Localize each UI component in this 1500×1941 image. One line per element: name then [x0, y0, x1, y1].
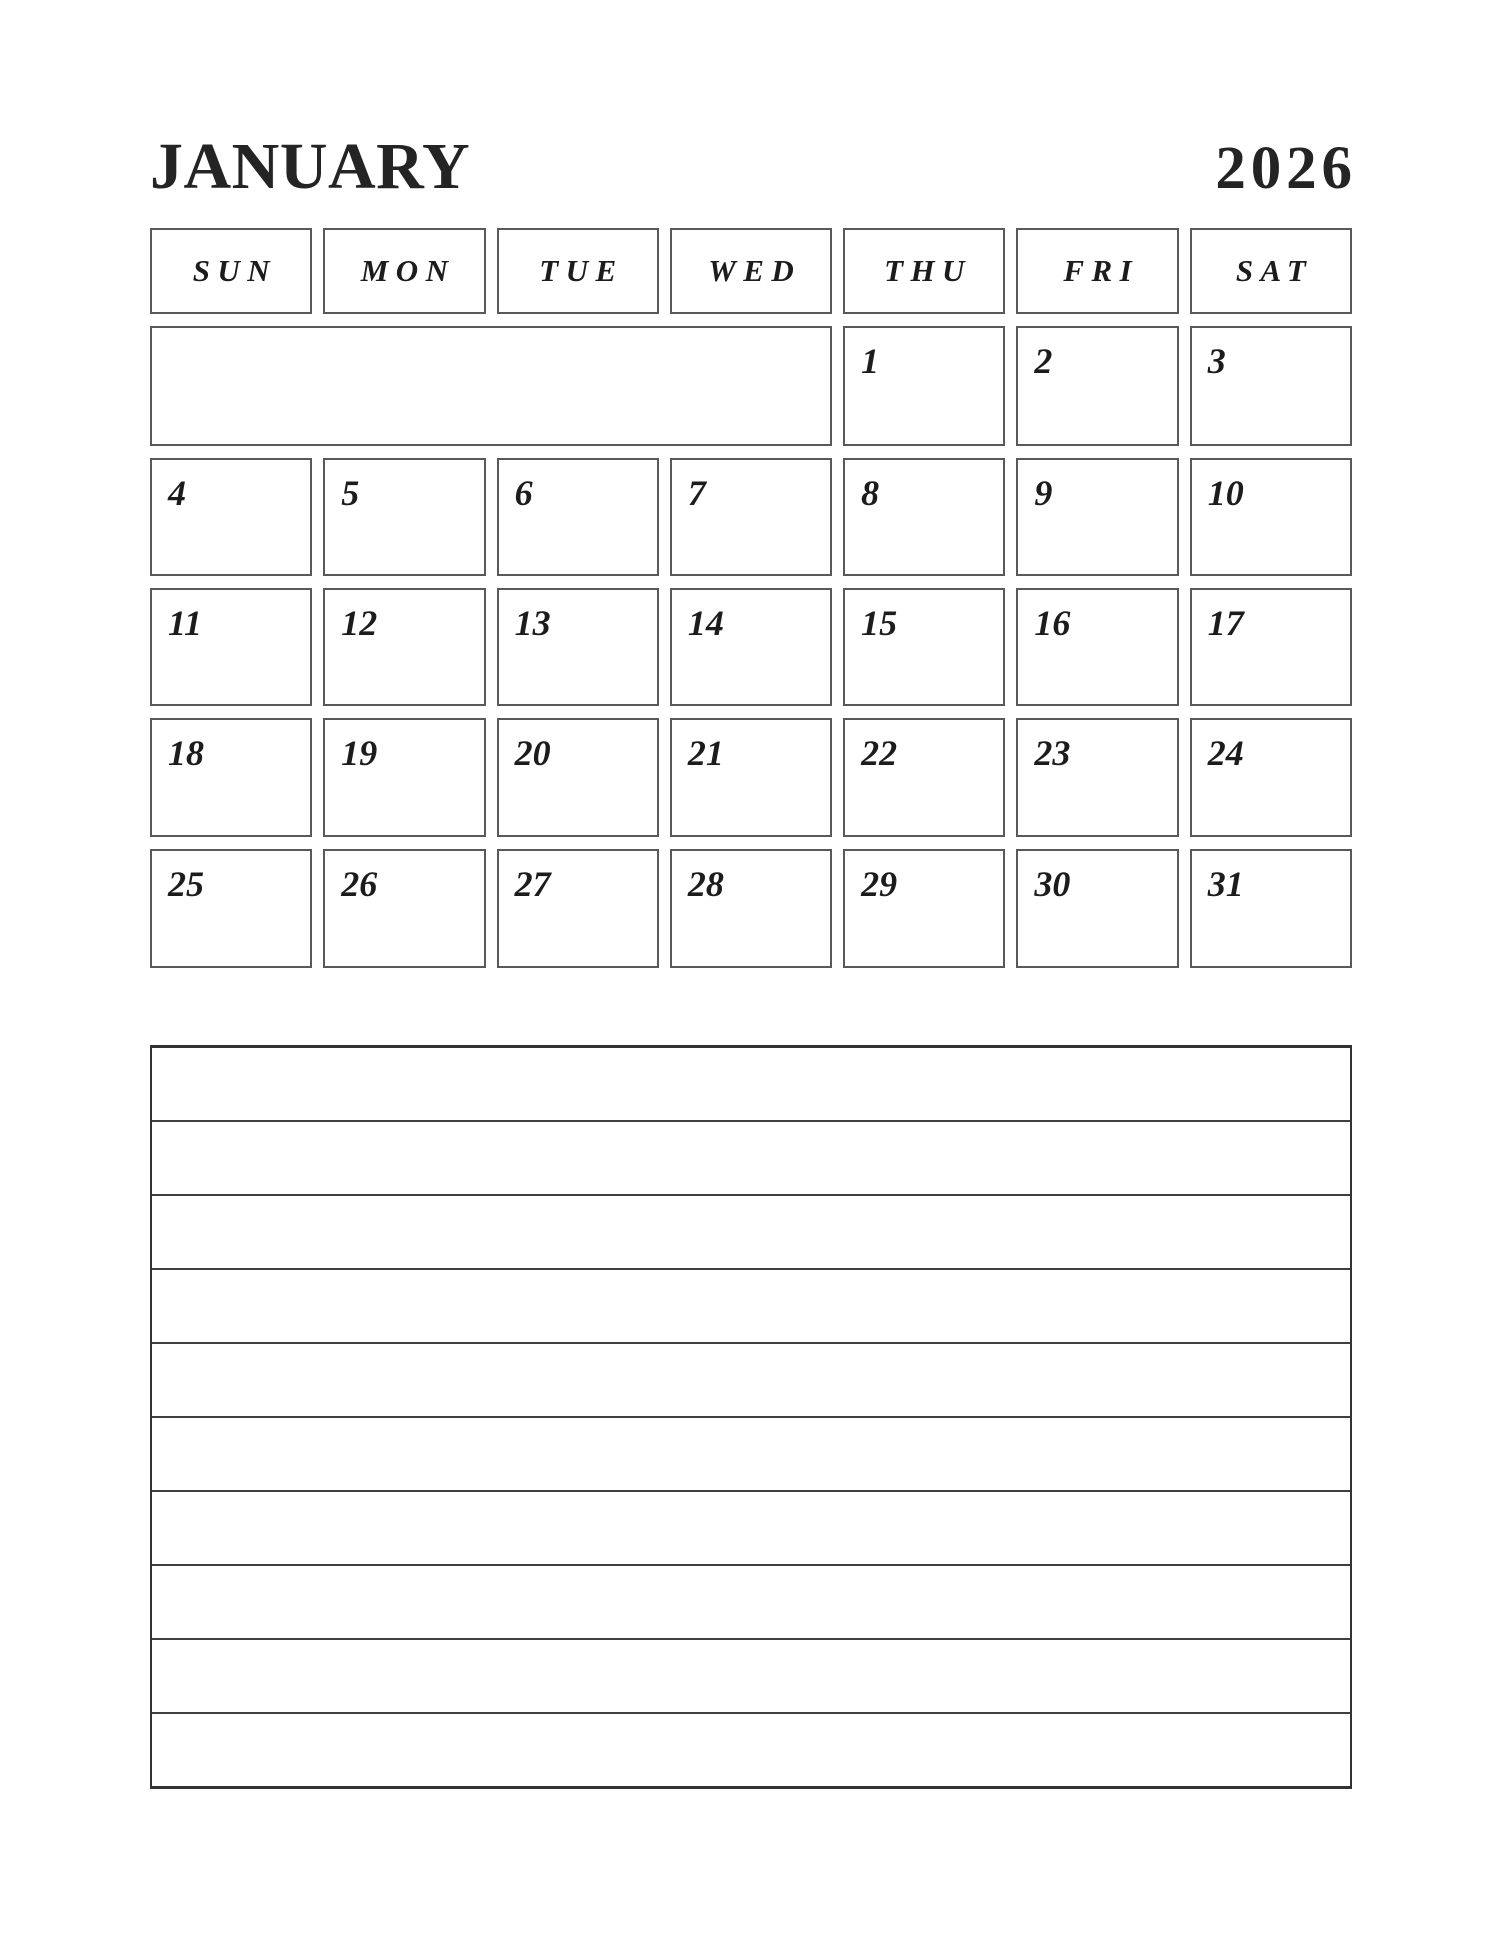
- day-number: 19: [341, 733, 378, 773]
- day-number: 29: [861, 864, 898, 904]
- note-line-3: [152, 1196, 1350, 1270]
- day-cell-15: [843, 588, 1005, 706]
- note-line-2: [152, 1122, 1350, 1196]
- day-cell-1: [843, 326, 1005, 446]
- day-cell-13: [497, 588, 659, 706]
- day-number: 20: [514, 733, 551, 773]
- day-cell-2: [1016, 326, 1178, 446]
- day-number: 31: [1207, 864, 1244, 904]
- page-header: [150, 130, 1357, 203]
- year-label: 2026: [1215, 135, 1357, 202]
- day-number: 11: [168, 603, 203, 643]
- note-line-6: [152, 1418, 1350, 1492]
- day-number: 23: [1034, 733, 1071, 773]
- day-number: 4: [168, 473, 186, 513]
- day-cell-28: [670, 849, 832, 968]
- day-cell-17: [1190, 588, 1352, 706]
- day-cell-10: [1190, 458, 1352, 576]
- note-line-9: [152, 1640, 1350, 1714]
- day-cell-24: [1190, 718, 1352, 837]
- day-number: 5: [341, 473, 360, 513]
- day-cell-29: [843, 849, 1005, 968]
- day-number: 1: [861, 341, 880, 381]
- note-line-1: [152, 1048, 1350, 1122]
- day-number: 30: [1034, 864, 1071, 904]
- day-number: 12: [341, 603, 378, 643]
- day-cell-8: [843, 458, 1005, 576]
- weekday-header-tue: TUE: [497, 228, 659, 314]
- leading-blank-cell: [150, 326, 832, 446]
- day-cell-18: [150, 718, 312, 837]
- day-number: 6: [514, 473, 533, 513]
- day-number: 2: [1034, 341, 1053, 381]
- month-title: JANUARY: [150, 130, 471, 203]
- weekday-header-thu: THU: [843, 228, 1005, 314]
- day-number: 13: [514, 603, 551, 643]
- day-number: 25: [168, 864, 204, 904]
- day-cell-14: [670, 588, 832, 706]
- day-cell-11: [150, 588, 312, 706]
- day-cell-25: [150, 849, 312, 968]
- day-cell-31: [1190, 849, 1352, 968]
- note-line-5: [152, 1344, 1350, 1418]
- day-number: 22: [861, 733, 898, 773]
- day-number: 27: [514, 864, 551, 904]
- day-number: 10: [1207, 473, 1244, 513]
- note-line-7: [152, 1492, 1350, 1566]
- day-cell-7: [670, 458, 832, 576]
- day-number: 15: [861, 603, 898, 643]
- day-cell-23: [1016, 718, 1178, 837]
- day-number: 3: [1207, 341, 1226, 381]
- day-number: 9: [1034, 473, 1053, 513]
- calendar-grid: [150, 228, 1352, 968]
- day-cell-5: [323, 458, 485, 576]
- day-number: 26: [341, 864, 378, 904]
- note-line-8: [152, 1566, 1350, 1640]
- day-cell-6: [497, 458, 659, 576]
- day-cell-22: [843, 718, 1005, 837]
- day-number: 7: [687, 473, 706, 513]
- day-cell-21: [670, 718, 832, 837]
- weekday-header-wed: WED: [670, 228, 832, 314]
- day-cell-16: [1016, 588, 1178, 706]
- day-cell-9: [1016, 458, 1178, 576]
- note-line-4: [152, 1270, 1350, 1344]
- weekday-header-sat: SAT: [1190, 228, 1352, 314]
- weekday-header-sun: SUN: [150, 228, 312, 314]
- day-number: 17: [1207, 603, 1244, 643]
- day-number: 8: [861, 473, 880, 513]
- day-number: 14: [687, 603, 724, 643]
- day-cell-27: [497, 849, 659, 968]
- notes-section: [150, 1045, 1352, 1789]
- day-number: 28: [687, 864, 724, 904]
- day-cell-30: [1016, 849, 1178, 968]
- day-cell-19: [323, 718, 485, 837]
- day-cell-20: [497, 718, 659, 837]
- day-cell-26: [323, 849, 485, 968]
- day-cell-4: [150, 458, 312, 576]
- day-cell-12: [323, 588, 485, 706]
- day-number: 16: [1034, 603, 1071, 643]
- day-cell-3: [1190, 326, 1352, 446]
- day-number: 18: [168, 733, 204, 773]
- note-line-10: [152, 1714, 1350, 1786]
- day-number: 24: [1207, 733, 1244, 773]
- day-number: 21: [687, 733, 724, 773]
- weekday-header-fri: FRI: [1016, 228, 1178, 314]
- weekday-header-mon: MON: [323, 228, 485, 314]
